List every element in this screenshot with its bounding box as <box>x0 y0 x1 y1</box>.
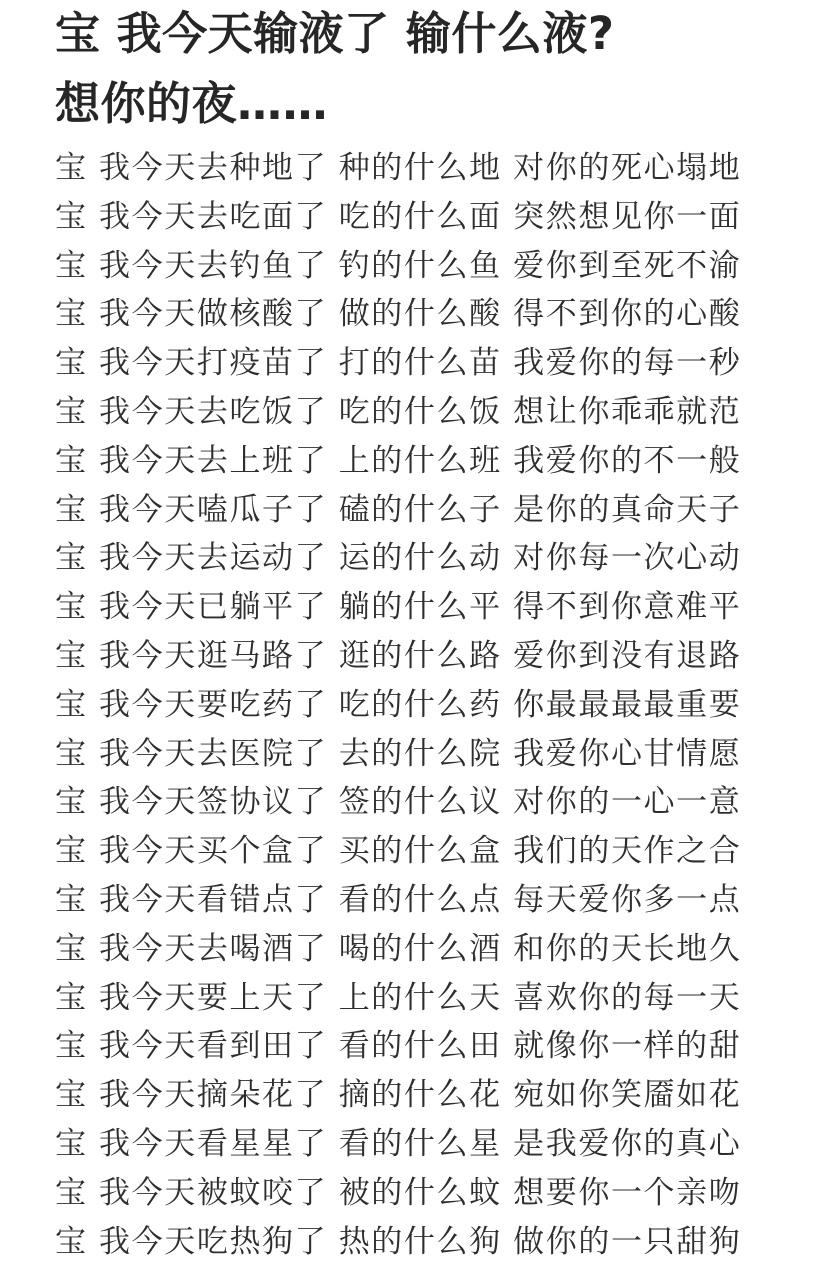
pun-line: 宝 我今天被蚊咬了 被的什么蚊 想要你一个亲吻 <box>55 1174 742 1211</box>
pun-line: 宝 我今天去种地了 种的什么地 对你的死心塌地 <box>55 150 742 186</box>
pun-line: 宝 我今天看星星了 看的什么星 是我爱你的真心 <box>55 1125 742 1162</box>
pun-lines-list <box>55 144 825 1266</box>
pun-line: 宝 我今天嗑瓜子了 磕的什么子 是你的真命天子 <box>55 491 742 528</box>
pun-line: 宝 我今天要上天了 上的什么天 喜欢你的每一天 <box>55 979 742 1016</box>
pun-line: 宝 我今天去吃饭了 吃的什么饭 想让你乖乖就范 <box>55 393 742 430</box>
pun-line: 宝 我今天要吃药了 吃的什么药 你最最最最重要 <box>55 686 742 723</box>
post-title-line-2: 想你的夜…… <box>55 77 329 130</box>
pun-line: 宝 我今天已躺平了 躺的什么平 得不到你意难平 <box>55 589 742 626</box>
pun-line: 宝 我今天吃热狗了 热的什么狗 做你的一只甜狗 <box>55 1223 742 1260</box>
pun-line: 宝 我今天签协议了 签的什么议 对你的一心一意 <box>55 784 742 821</box>
pun-line: 宝 我今天买个盒了 买的什么盒 我们的天作之合 <box>55 833 742 870</box>
pun-line: 宝 我今天去上班了 上的什么班 我爱你的不一般 <box>55 442 742 479</box>
pun-line: 宝 我今天做核酸了 做的什么酸 得不到你的心酸 <box>55 296 742 333</box>
pun-line: 宝 我今天去医院了 去的什么院 我爱你心甘情愿 <box>55 735 742 772</box>
pun-line: 宝 我今天去钓鱼了 钓的什么鱼 爱你到至死不渝 <box>55 247 742 284</box>
pun-line: 宝 我今天去运动了 运的什么动 对你每一次心动 <box>55 540 742 577</box>
pun-line: 宝 我今天去吃面了 吃的什么面 突然想见你一面 <box>55 198 742 235</box>
pun-line: 宝 我今天去喝酒了 喝的什么酒 和你的天长地久 <box>55 930 742 967</box>
pun-line: 宝 我今天打疫苗了 打的什么苗 我爱你的每一秒 <box>55 345 742 382</box>
post-title-line-1: 宝 我今天输液了 输什么液? <box>55 7 615 60</box>
pun-line: 宝 我今天看到田了 看的什么田 就像你一样的甜 <box>55 1028 742 1065</box>
pun-line: 宝 我今天看错点了 看的什么点 每天爱你多一点 <box>55 881 742 918</box>
pun-line: 宝 我今天逛马路了 逛的什么路 爱你到没有退路 <box>55 637 742 674</box>
pun-line: 宝 我今天摘朵花了 摘的什么花 宛如你笑靥如花 <box>55 1077 742 1114</box>
